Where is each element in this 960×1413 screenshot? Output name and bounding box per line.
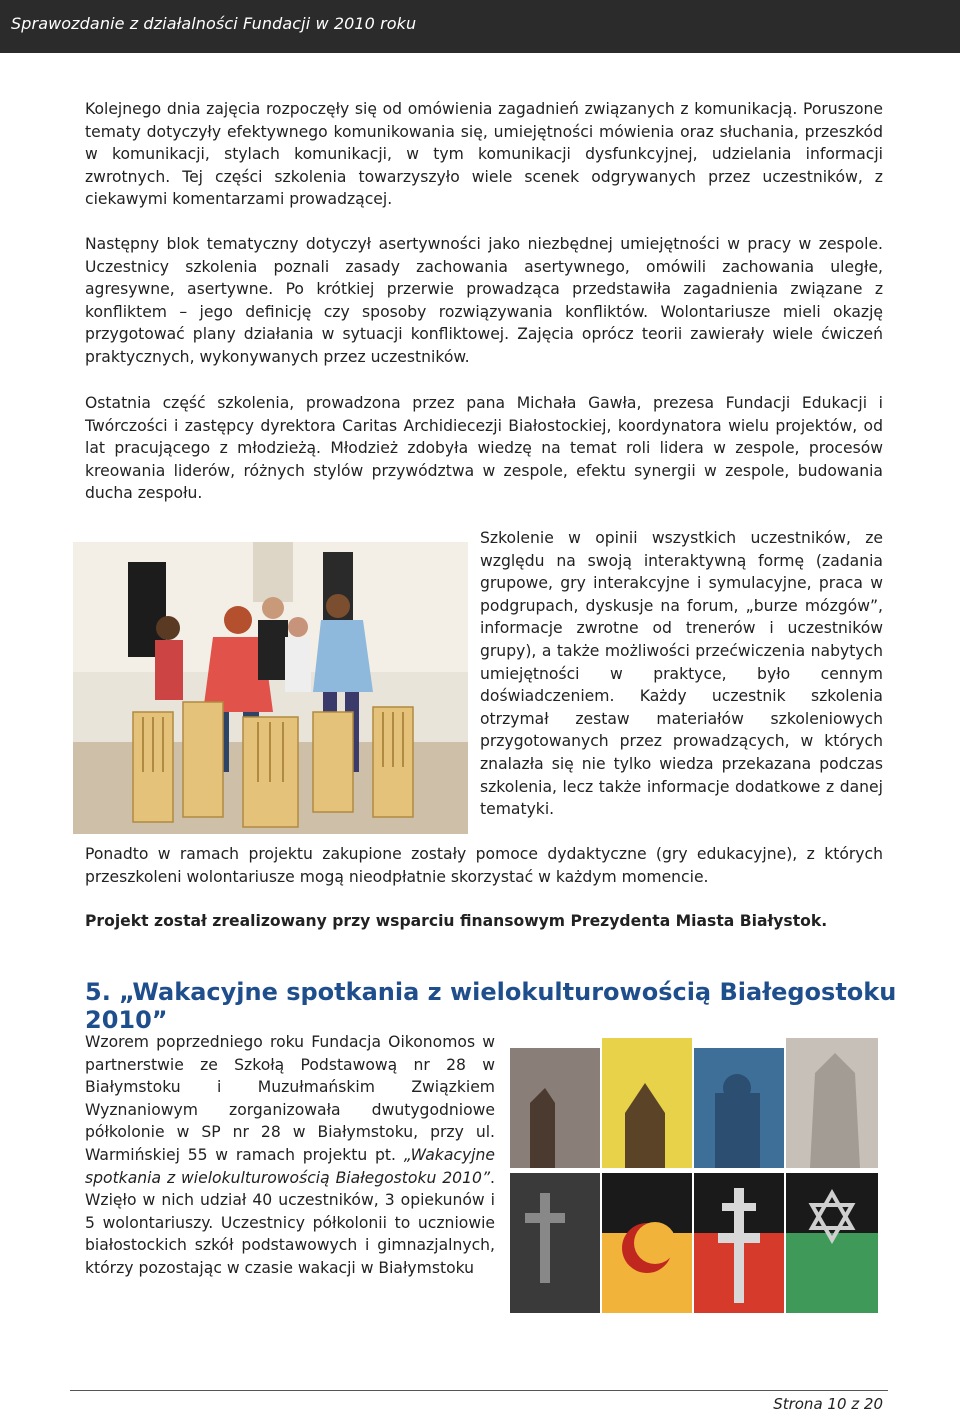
summer-camp-text-a: Wzorem poprzedniego roku Fundacja Oikonomos w partnerstwie ze Szkołą Podstawową nr 28 w Białymstoku i Muzułmańskim Związkiem Wyznaniowym zorganizowała dwutygodniowe półkolonie w SP nr 28 w Białymstoku, przy ul. Warmińskiej 55 w ramach projektu pt. — [85, 1033, 495, 1164]
paragraph-teaching-aids: Ponadto w ramach projektu zakupione zostały pomoce dydaktyczne (gry edukacyjne), z których przeszkoleni wolontariusze mogą nieodpłatnie skorzystać w każdym momencie. — [85, 845, 883, 886]
footer-divider — [70, 1390, 888, 1391]
summer-camp-text-b: . Wzięło w nich udział 40 uczestników, 3 opiekunów i 5 wolontariuszy. Uczestnicy półkolonii to uczniowie białostockich szkół podstawowych i gimnazjalnych, którzy pozostając w czasie wakacji w Białymstoku — [85, 1168, 495, 1277]
training-photo — [73, 542, 468, 834]
page-header — [0, 0, 960, 53]
paragraph-funding: Projekt został zrealizowany przy wsparciu finansowym Prezydenta Miasta Białystok. — [85, 912, 828, 930]
document-title: Sprawozdanie z działalności Fundacji w 2010 roku — [11, 14, 417, 33]
multicultural-banner-image — [510, 1033, 878, 1318]
paragraph-evaluation: Szkolenie w opinii wszystkich uczestników, ze względu na swoją interaktywną formę (zadania grupowe, gry interakcyjne i symulacyjne, praca w podgrupach, dyskusje na forum, „burze mózgów”, informacje zwrotne od trenerów i uczestników grupy), a także możliwości przećwiczenia nabytych umiejętności w praktyce, było cennym doświadczeniem. Każdy uczestnik szkolenia otrzymał zestaw materiałów szkoleniowych przygotowanych przez prowadzących, w których znalazła się nie tylko wiedza przekazana podczas szkolenia, lecz także informacje dodatkowe z danej tematyki. — [480, 529, 883, 819]
paragraph-communication: Kolejnego dnia zajęcia rozpoczęły się od omówienia zagadnień związanych z komunikacją. Poruszone tematy dotyczyły efektywnego komunikowania się, umiejętności mówienia oraz słuchania, przeszkód w komunikacji, stylach komunikacji, w tym komunikacji dysfunkcyjnej, udzielania informacji zwrotnych. Tej części szkolenia towarzyszyło wiele scenek odgrywanych przez uczestników, z ciekawymi komentarzami prowadzącej. — [85, 100, 883, 209]
project-name: „Wakacyjne spotkania z wielokulturowością Białegostoku 2010” — [85, 1145, 495, 1187]
paragraph-assertiveness: Następny blok tematyczny dotyczył asertywności jako niezbędnej umiejętności w pracy w zespole. Uczestnicy szkolenia poznali zasady zachowania asertywnego, omówili zachowania uległe, agresywne, asertywne. Po krótkiej przerwie prowadząca przedstawiła zagadnienia związane z konfliktem – jego definicję czy sposoby rozwiązywania konfliktów. Wolontariusze mieli okazję przygotować plany działania w sytuacji konfliktowej. Zajęcia oprócz teorii zawierały wiele ćwiczeń praktycznych, wykonywanych przez uczestników. — [85, 235, 883, 366]
paragraph-summer-camp — [85, 1031, 495, 1280]
paragraph-leadership: Ostatnia część szkolenia, prowadzona przez pana Michała Gawła, prezesa Fundacji Edukacji i Twórczości i zastępcy dyrektora Caritas Archidiecezji Białostockiej, koordynatora wielu projektów, od lat pracującego z młodzieżą. Młodzież zdobyła wiedzę na temat roli lidera w zespole, procesów kreowania liderów, różnych stylów przywództwa w zespole, efektu synergii w zespole, budowania ducha zespołu. — [85, 394, 883, 503]
page-number: Strona 10 z 20 — [773, 1395, 883, 1413]
section-heading: 5. „Wakacyjne spotkania z wielokulturowością Białegostoku 2010” — [85, 978, 897, 1034]
